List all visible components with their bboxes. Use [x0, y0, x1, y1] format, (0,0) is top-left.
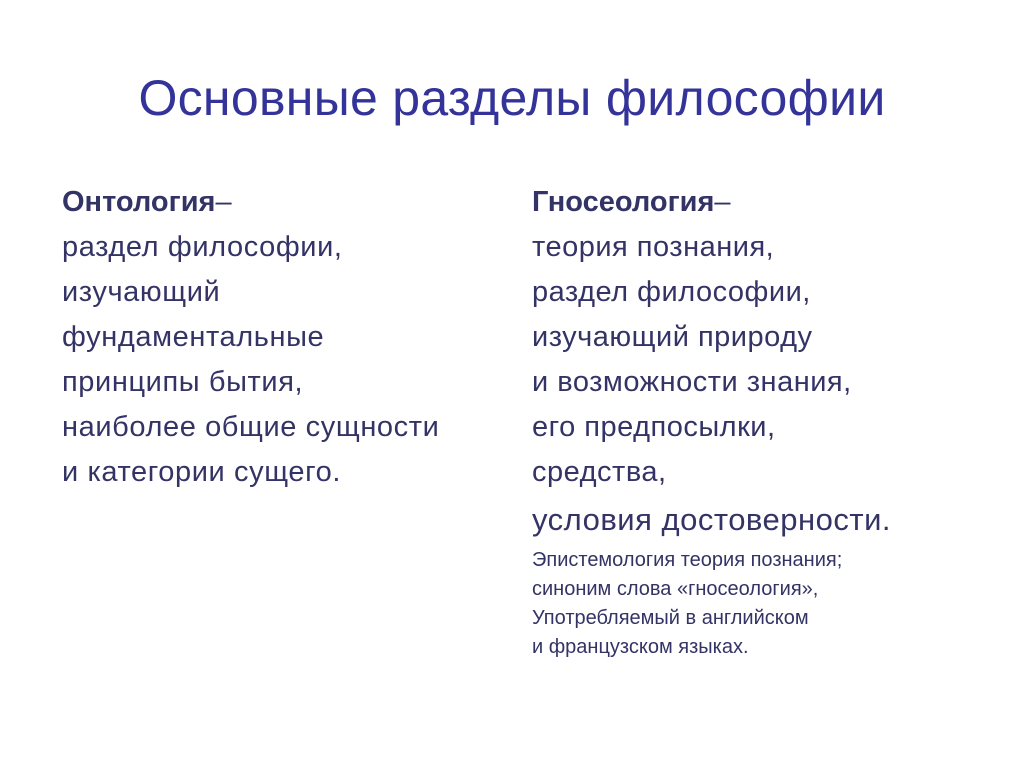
ontology-line: и категории сущего.: [62, 456, 341, 488]
note-line: и французском языках.: [532, 636, 749, 658]
gnoseology-line: его предпосылки,: [532, 411, 776, 443]
ontology-line: принципы бытия,: [62, 366, 304, 398]
gnoseology-line: и возможности знания,: [532, 366, 852, 398]
note-line: Эпистемология теория познания;: [532, 549, 843, 571]
slide-title: Основные разделы философии: [138, 70, 886, 126]
gnoseology-term: Гносеология: [532, 186, 715, 218]
gnoseology-line: раздел философии,: [532, 276, 811, 308]
gnoseology-column: [532, 180, 1002, 662]
gnoseology-line: средства,: [532, 456, 667, 488]
gnoseology-line: условия достоверности.: [532, 502, 892, 537]
ontology-dash: –: [215, 186, 232, 218]
ontology-term-line: [62, 180, 512, 225]
ontology-term: Онтология: [62, 186, 216, 218]
gnoseology-line: теория познания,: [532, 231, 775, 263]
gnoseology-term-line: [532, 180, 1002, 225]
ontology-line: наиболее общие сущности: [62, 411, 440, 443]
ontology-line: фундаментальные: [62, 321, 325, 353]
ontology-line: изучающий: [62, 276, 221, 308]
epistemology-note: [532, 546, 1002, 662]
ontology-line: раздел философии,: [62, 231, 343, 263]
note-line: Употребляемый в английском: [532, 607, 809, 629]
gnoseology-line: изучающий природу: [532, 321, 813, 353]
gnoseology-dash: –: [714, 186, 731, 218]
note-line: синоним слова «гносеология»,: [532, 578, 819, 600]
ontology-column: [62, 180, 512, 495]
